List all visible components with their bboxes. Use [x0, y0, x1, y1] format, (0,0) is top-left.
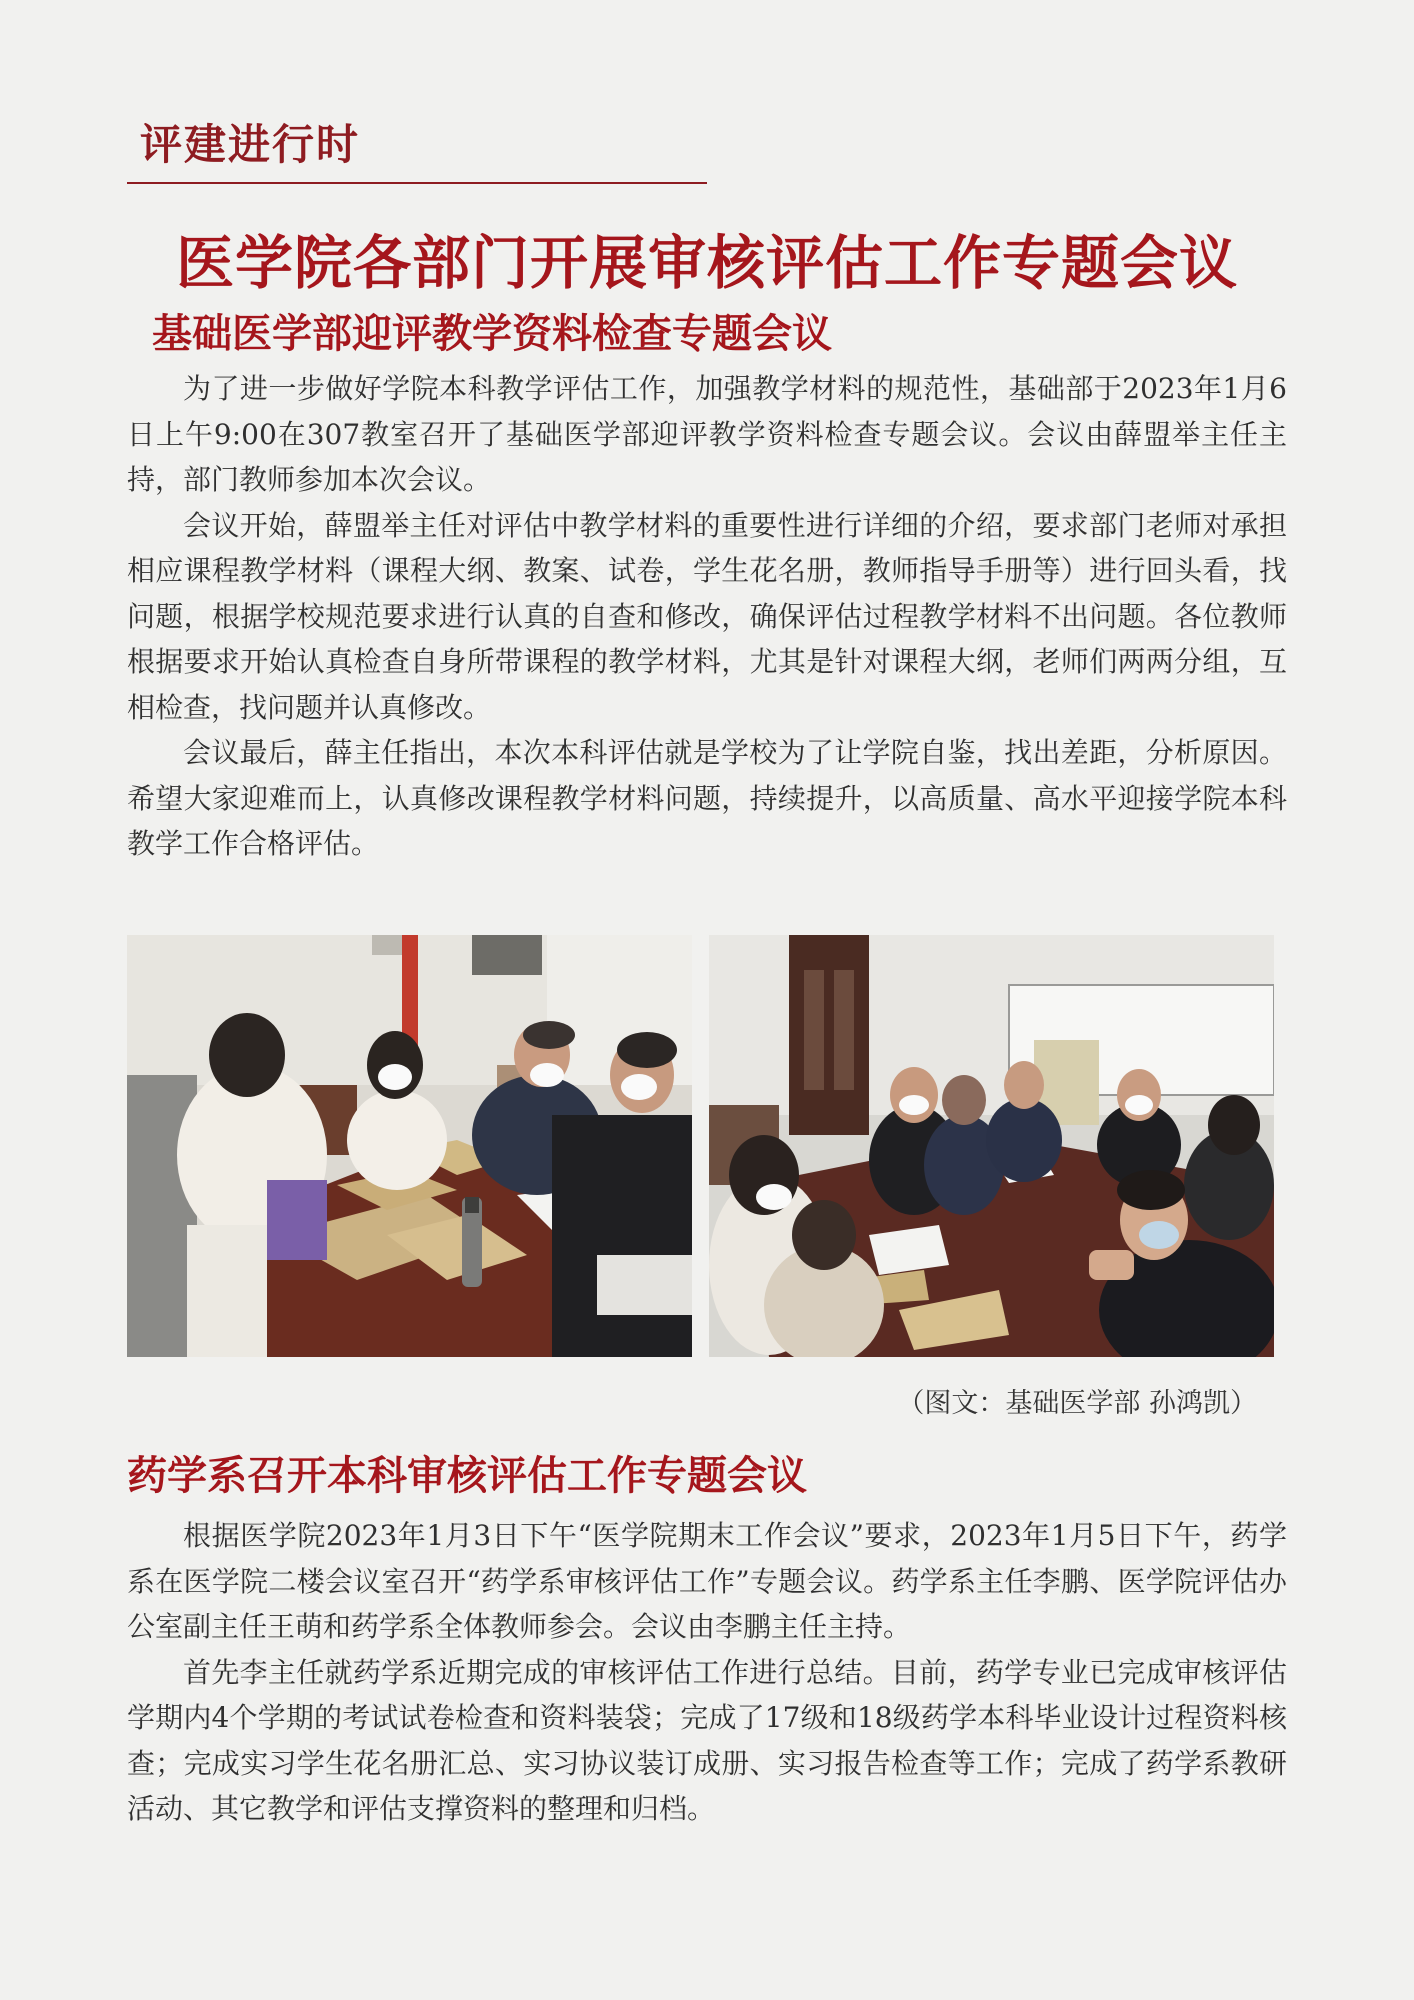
article-2-paragraph: 根据医学院2023年1月3日下午“医学院期末工作会议”要求，2023年1月5日下午，药学系在医学院二楼会议室召开“药学系审核评估工作”专题会议。药学系主任李鹏、医学院评估办公室副主任王萌和药学系全体教师参会。会议由李鹏主任主持。 [127, 1519, 1287, 1643]
section-divider [127, 182, 707, 184]
article-1-body [127, 366, 1287, 867]
meeting-photo-left [127, 935, 692, 1357]
article-2-paragraph: 首先李主任就药学系近期完成的审核评估工作进行总结。目前，药学专业已完成审核评估学期内4个学期的考试试卷检查和资料装袋；完成了17级和18级药学本科毕业设计过程资料核查；完成实习学生花名册汇总、实习协议装订成册、实习报告检查等工作；完成了药学系教研活动、其它教学和评估支撑资料的整理和归档。 [127, 1655, 1287, 1825]
article-2-subtitle: 药学系召开本科审核评估工作专题会议 [127, 1452, 807, 1499]
article-1-subtitle: 基础医学部迎评教学资料检查专题会议 [152, 310, 832, 357]
page-title: 医学院各部门开展审核评估工作专题会议 [175, 229, 1238, 297]
article-1-paragraph: 会议最后，薛主任指出，本次本科评估就是学校为了让学院自鉴，找出差距，分析原因。希望大家迎难而上，认真修改课程教学材料问题，持续提升，以高质量、高水平迎接学院本科教学工作合格评估。 [127, 736, 1287, 860]
photo-caption: （图文：基础医学部 孙鸿凯） [897, 1388, 1257, 1419]
meeting-photo-right [709, 935, 1274, 1357]
article-2-body [127, 1513, 1287, 1832]
article-1-paragraph: 会议开始，薛盟举主任对评估中教学材料的重要性进行详细的介绍，要求部门老师对承担相应课程教学材料（课程大纲、教案、试卷，学生花名册，教师指导手册等）进行回头看，找问题，根据学校规范要求进行认真的自查和修改，确保评估过程教学材料不出问题。各位教师根据要求开始认真检查自身所带课程的教学材料，尤其是针对课程大纲，老师们两两分组，互相检查，找问题并认真修改。 [127, 508, 1287, 724]
section-tag: 评建进行时 [140, 120, 361, 169]
article-1-paragraph: 为了进一步做好学院本科教学评估工作，加强教学材料的规范性，基础部于2023年1月6日上午9:00在307教室召开了基础医学部迎评教学资料检查专题会议。会议由薛盟举主任主持，部门教师参加本次会议。 [127, 372, 1287, 496]
